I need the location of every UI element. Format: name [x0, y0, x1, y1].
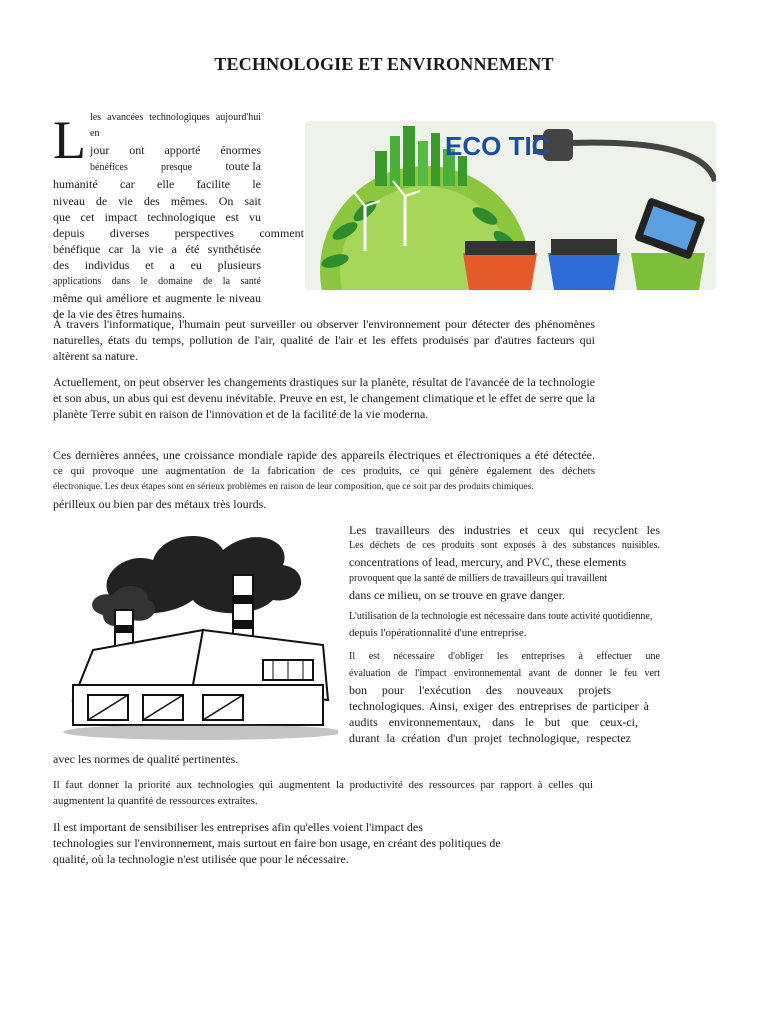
paragraph-line: dans ce milieu, on se trouve en grave danger.: [349, 587, 565, 602]
paragraph-2: [53, 374, 595, 423]
paragraph-3: [53, 447, 595, 512]
intro-line: jour ont apporté énormes: [90, 143, 261, 157]
page-title: TECHNOLOGIE ET ENVIRONNEMENT: [214, 54, 554, 74]
intro-line: les avancées technologiques aujourd'hui en: [90, 112, 261, 139]
paragraph-line: bon pour l'exécution des nouveaux projets: [349, 682, 611, 697]
paragraph-line: Les travailleurs des industries et ceux qui recyclent les: [349, 523, 660, 537]
factory-illustration: [53, 520, 338, 742]
drop-cap: L: [53, 110, 86, 170]
paragraph-line: provoquent que la santé de milliers de travailleurs qui travaillent: [349, 572, 607, 584]
paragraph-line: Il est important de sensibiliser les entreprises afin qu'elles voient l'impact des: [53, 820, 423, 834]
paragraph-line: audits environnementaux, dans le but que ceux-ci,: [349, 715, 638, 730]
intro-word: bénéfices: [90, 162, 128, 174]
eco-tic-label: ECO TIC: [445, 131, 551, 161]
paragraph-line: Il est nécessaire d'obliger les entreprises à effectuer une: [349, 651, 660, 663]
paragraph-line: technologiques. Ainsi, exiger des entreprises de participer à: [349, 699, 649, 714]
intro-line: depuis diverses perspectives comment: [53, 226, 304, 241]
paragraph-line: Les déchets de ces produits sont exposés à des substances nuisibles.: [349, 540, 660, 552]
intro-word: toute la: [225, 159, 261, 174]
paragraph-continuation: [53, 751, 595, 767]
intro-word: presque: [161, 162, 193, 174]
paragraph-line: depuis l'opérationnalité d'une entreprise.: [349, 627, 527, 640]
paragraph-line: technologies sur l'environnement, mais surtout en faire bon usage, en créant des politiques de: [53, 836, 501, 851]
intro-paragraph: [53, 110, 304, 322]
paragraph-line: évaluation de l'impact environnemental avant de donner le feu vert: [349, 667, 660, 679]
paragraph-1: [53, 316, 595, 365]
intro-line: des individus et a eu plusieurs: [53, 258, 261, 273]
intro-line: de la vie des êtres humains.: [53, 307, 185, 322]
eco-tic-illustration: [305, 121, 716, 290]
right-column-text: [349, 522, 660, 747]
paragraph-text: avec les normes de qualité pertinentes.: [53, 752, 239, 766]
intro-line: même qui améliore et augmente le niveau: [53, 290, 261, 305]
paragraph-line: ce qui provoque une augmentation de la fabrication de ces produits, ce qui génère également des déchets: [53, 465, 595, 478]
paragraph-line: Ces dernières années, une croissance mondiale rapide des appareils électriques et électroniques a été détectée.: [53, 448, 595, 462]
intro-line: que cet impact technologique est vu: [53, 209, 261, 224]
paragraph-line: durant la création d'un projet technologique, respectez: [349, 731, 631, 746]
intro-line: humanité car elle facilite le: [53, 177, 261, 192]
paragraph-line: L'utilisation de la technologie est nécessaire dans toute activité quotidienne,: [349, 611, 653, 623]
paragraph-final: [53, 819, 595, 868]
intro-line: bénéfique car la vie a été synthétisée: [53, 242, 261, 257]
intro-line: applications dans le domaine de la santé: [53, 275, 261, 287]
paragraph-line: électronique. Les deux étapes sont en sérieux problèmes en raison de leur composition, que ce soit par des produits chimiques.: [53, 482, 534, 493]
intro-line: niveau de vie des mêmes. On sait: [53, 193, 261, 208]
paragraph-line: qualité, où la technologie n'est utilisée que pour le nécessaire.: [53, 852, 349, 867]
paragraph-text: Actuellement, on peut observer les changements drastiques sur la planète, résultat de l'avancée de la technologie et son abus, un abus qui est devenu inévitable. Preuve en est, le changement climatique et le effet de serre que la planète Terre subit en raison de l'innovation et de la facilité de la vie moderna.: [53, 375, 595, 422]
paragraph-text: À travers l'informatique, l'humain peut surveiller ou observer l'environnement pour détecter des phénomènes naturelles, états du temps, pollution de l'air, qualité de l'air et les effets produisés par d'autres facteurs qui altèrent sa nature.: [53, 317, 595, 364]
paragraph-line: concentrations of lead, mercury, and PVC, these elements: [349, 555, 627, 570]
paragraph-priority: [53, 777, 593, 809]
paragraph-text: Il faut donner la priorité aux technologies qui augmentent la productivité des ressources par rapport à celles qui augmentent la quantité de ressources extraites.: [53, 779, 593, 808]
paragraph-line: périlleux ou bien par des métaux très lourds.: [53, 496, 267, 511]
